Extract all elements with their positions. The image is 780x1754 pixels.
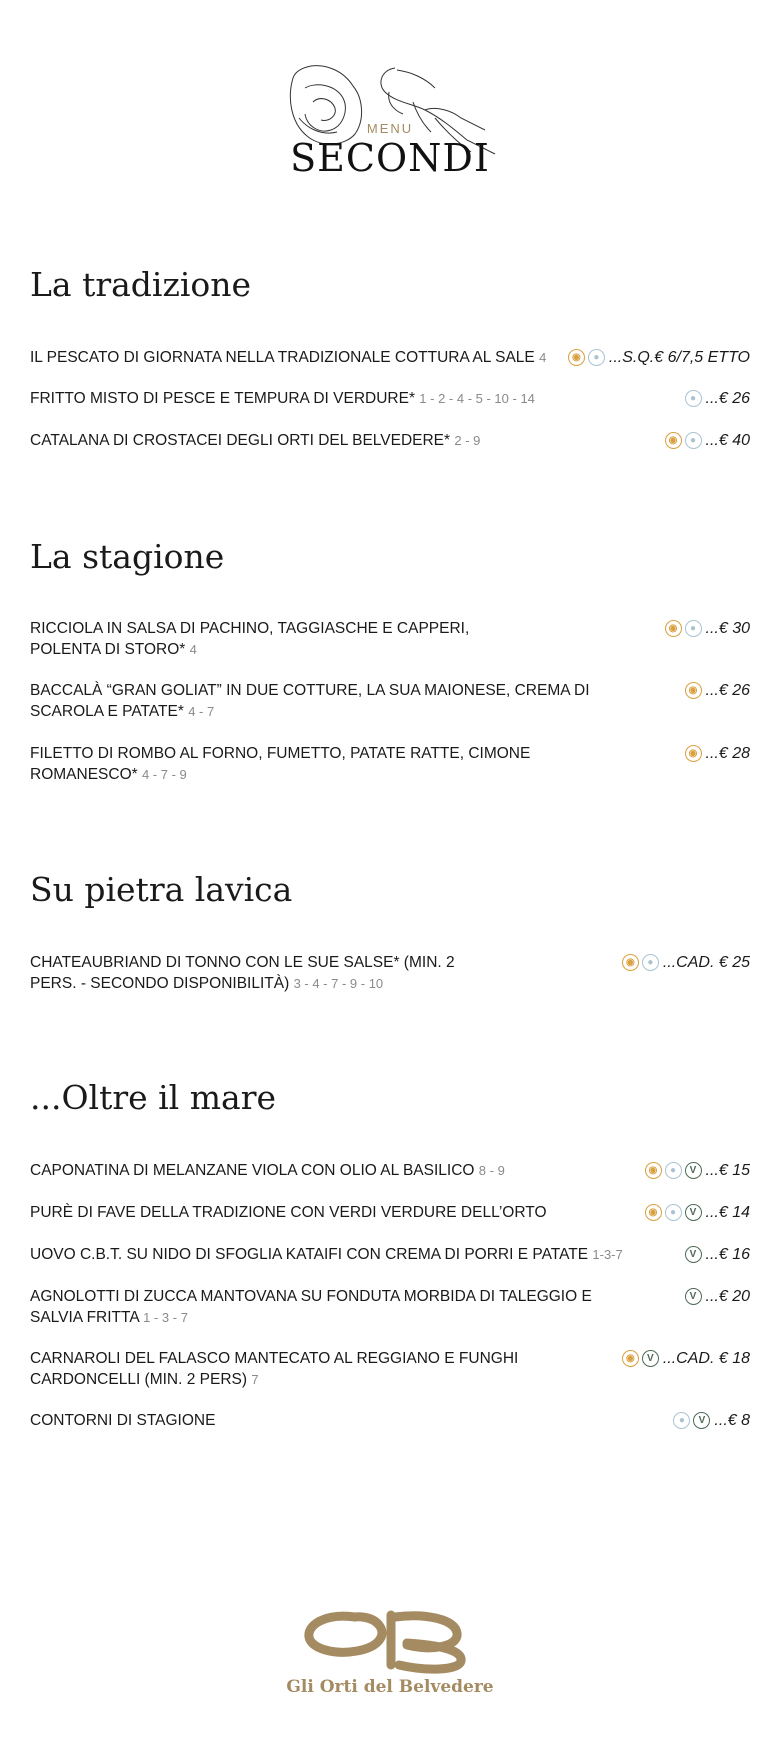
item-price: ...€ 15 xyxy=(705,1162,750,1179)
water-drop-icon: ● xyxy=(673,1412,690,1429)
page-title: SECONDI xyxy=(290,136,490,180)
item-price-group xyxy=(622,952,750,973)
vegetarian-icon: V xyxy=(642,1350,659,1367)
water-drop-icon: ● xyxy=(685,390,702,407)
vegetarian-icon: V xyxy=(693,1412,710,1429)
item-price-group xyxy=(645,1160,750,1181)
item-allergens: 4 - 7 - 9 xyxy=(141,767,187,782)
fire-icon: ◉ xyxy=(568,349,585,366)
item-price: ...€ 26 xyxy=(705,682,750,699)
item-price: ...€ 30 xyxy=(705,620,750,637)
item-allergens: 3 - 4 - 7 - 9 - 10 xyxy=(293,976,384,991)
fire-icon: ◉ xyxy=(665,432,682,449)
section-title-pietra-lavica: Su pietra lavica xyxy=(30,870,293,909)
item-name: UOVO C.B.T. SU NIDO DI SFOGLIA KATAIFI CON CREMA DI PORRI E PATATE 1-3-7 xyxy=(30,1246,623,1263)
item-price-group xyxy=(622,1348,750,1369)
menu-item xyxy=(30,743,750,785)
item-name: AGNOLOTTI DI ZUCCA MANTOVANA SU FONDUTA MORBIDA DI TALEGGIO E SALVIA FRITTA 1 - 3 - 7 xyxy=(30,1288,592,1326)
section-title-tradizione: La tradizione xyxy=(30,265,252,304)
menu-item xyxy=(30,430,750,451)
fire-icon: ◉ xyxy=(622,1350,639,1367)
item-name: CATALANA DI CROSTACEI DEGLI ORTI DEL BELVEDERE* 2 - 9 xyxy=(30,432,481,449)
fire-icon: ◉ xyxy=(645,1162,662,1179)
menu-item xyxy=(30,680,750,722)
menu-item xyxy=(30,1410,750,1431)
menu-item xyxy=(30,1202,750,1223)
water-drop-icon: ● xyxy=(665,1204,682,1221)
menu-item xyxy=(30,388,750,409)
item-price: ...S.Q.€ 6/7,5 ETTO xyxy=(608,349,750,366)
water-drop-icon: ● xyxy=(665,1162,682,1179)
item-name: RICCIOLA IN SALSA DI PACHINO, TAGGIASCHE E CAPPERI, POLENTA DI STORO* 4 xyxy=(30,620,470,658)
item-allergens: 1-3-7 xyxy=(592,1247,623,1262)
item-allergens: 1 - 2 - 4 - 5 - 10 - 14 xyxy=(419,391,535,406)
item-allergens: 2 - 9 xyxy=(454,433,481,448)
item-name: CARNAROLI DEL FALASCO MANTECATO AL REGGIANO E FUNGHI CARDONCELLI (MIN. 2 PERS) 7 xyxy=(30,1350,519,1388)
fire-icon: ◉ xyxy=(645,1204,662,1221)
menu-item xyxy=(30,1244,750,1265)
item-name: CHATEAUBRIAND DI TONNO CON LE SUE SALSE* (MIN. 2 PERS. - SECONDO DISPONIBILITÀ) 3 - 4 - 7 - 9 - 10 xyxy=(30,954,455,992)
vegetarian-icon: V xyxy=(685,1246,702,1263)
item-price-group xyxy=(665,618,750,639)
section-title-oltre-il-mare: ...Oltre il mare xyxy=(30,1078,277,1117)
fire-icon: ◉ xyxy=(665,620,682,637)
item-price-group xyxy=(665,430,750,451)
fire-icon: ◉ xyxy=(685,745,702,762)
item-price-group xyxy=(685,388,750,409)
item-price-group xyxy=(685,680,750,701)
water-drop-icon: ● xyxy=(642,954,659,971)
footer-name: Gli Orti del Belvedere xyxy=(286,1677,494,1697)
item-name: CONTORNI DI STAGIONE xyxy=(30,1412,216,1429)
item-price: ...€ 40 xyxy=(705,432,750,449)
fire-icon: ◉ xyxy=(685,682,702,699)
menu-item xyxy=(30,347,750,368)
item-name: CAPONATINA DI MELANZANE VIOLA CON OLIO AL BASILICO 8 - 9 xyxy=(30,1162,505,1179)
section-title-stagione: La stagione xyxy=(30,537,225,576)
item-allergens: 4 xyxy=(189,642,197,657)
item-allergens: 8 - 9 xyxy=(478,1163,505,1178)
item-price: ...€ 8 xyxy=(714,1412,750,1429)
item-price-group xyxy=(685,1286,750,1307)
item-price-group xyxy=(673,1410,750,1431)
fire-icon: ◉ xyxy=(622,954,639,971)
item-price: ...CAD. € 25 xyxy=(662,954,750,971)
menu-item xyxy=(30,1348,750,1390)
menu-item xyxy=(30,618,750,660)
vegetarian-icon: V xyxy=(685,1204,702,1221)
item-price: ...€ 28 xyxy=(705,745,750,762)
item-allergens: 4 xyxy=(539,350,547,365)
item-name: BACCALÀ “GRAN GOLIAT” IN DUE COTTURE, LA SUA MAIONESE, CREMA DI SCAROLA E PATATE* 4 - 7 xyxy=(30,682,590,720)
vegetarian-icon: V xyxy=(685,1162,702,1179)
item-name: PURÈ DI FAVE DELLA TRADIZIONE CON VERDI VERDURE DELL’ORTO xyxy=(30,1204,547,1221)
item-price-group xyxy=(568,347,750,368)
item-price: ...€ 14 xyxy=(705,1204,750,1221)
item-allergens: 4 - 7 xyxy=(188,704,215,719)
footer-brand xyxy=(0,1605,780,1705)
item-price: ...€ 16 xyxy=(705,1246,750,1263)
item-price: ...€ 20 xyxy=(705,1288,750,1305)
item-allergens: 1 - 3 - 7 xyxy=(143,1310,188,1325)
water-drop-icon: ● xyxy=(685,432,702,449)
menu-item xyxy=(30,1160,750,1181)
item-price-group xyxy=(685,1244,750,1265)
item-name: FRITTO MISTO DI PESCE E TEMPURA DI VERDURE* 1 - 2 - 4 - 5 - 10 - 14 xyxy=(30,390,535,407)
item-price: ...CAD. € 18 xyxy=(662,1350,750,1367)
menu-item xyxy=(30,952,750,994)
item-name: FILETTO DI ROMBO AL FORNO, FUMETTO, PATATE RATTE, CIMONE ROMANESCO* 4 - 7 - 9 xyxy=(30,745,531,783)
item-price-group xyxy=(645,1202,750,1223)
item-name: IL PESCATO DI GIORNATA NELLA TRADIZIONALE COTTURA AL SALE 4 xyxy=(30,349,547,366)
menu-header xyxy=(0,50,780,190)
water-drop-icon: ● xyxy=(588,349,605,366)
menu-label: MENU xyxy=(366,121,414,136)
odb-monogram-icon xyxy=(295,1605,485,1675)
menu-item xyxy=(30,1286,750,1328)
water-drop-icon: ● xyxy=(685,620,702,637)
item-allergens: 7 xyxy=(251,1372,259,1387)
item-price: ...€ 26 xyxy=(705,390,750,407)
vegetarian-icon: V xyxy=(685,1288,702,1305)
item-price-group xyxy=(685,743,750,764)
